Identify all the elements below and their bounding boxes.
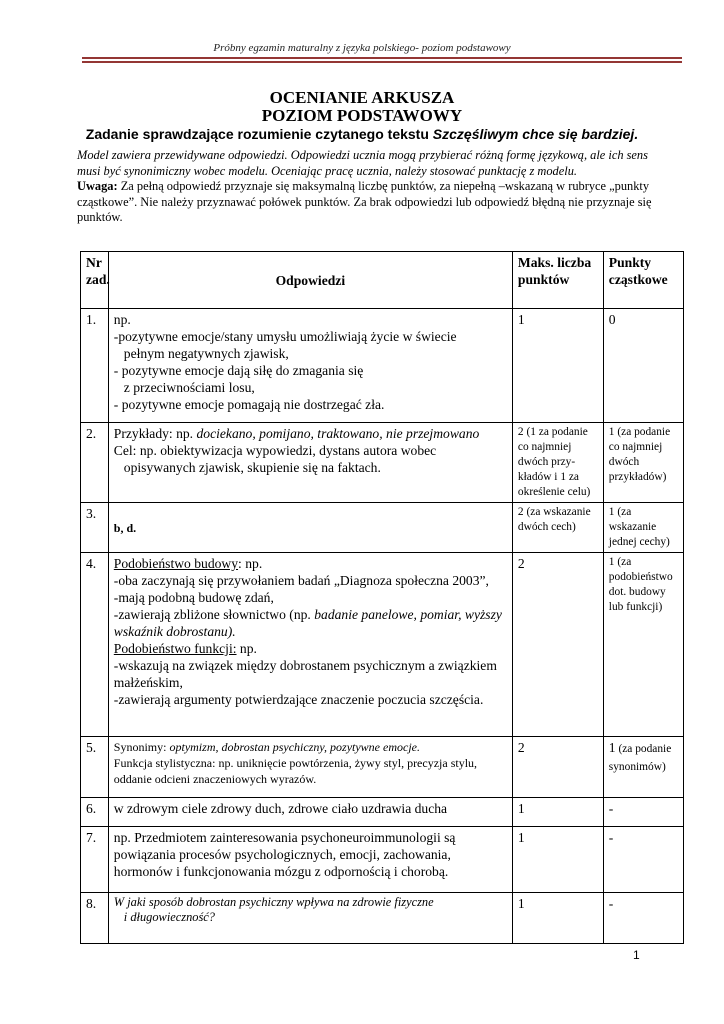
- table-header-row: [81, 252, 684, 309]
- row-partial-points: 1 (za podanie co najmniej dwóch przykładów): [603, 423, 683, 503]
- header-czastkowe: Punkty cząstkowe: [603, 252, 683, 309]
- page-title: POZIOM PODSTAWOWY: [261, 106, 463, 125]
- question-line: W jaki sposób dobrostan psychiczny wpływa na zdrowie fizyczne: [113, 895, 434, 909]
- table-row: [81, 737, 684, 798]
- answer-examples: [114, 425, 507, 442]
- stylistic-function: Funkcja stylistyczna: np. uniknięcie powtórzenia, żywy styl, precyzja stylu, oddanie odcieni znaczeniowych wyrazów.: [113, 756, 478, 786]
- synonyms-italic: optymizm, dobrostan psychiczny, pozytywne emocje.: [169, 740, 420, 754]
- answer-line: pełnym negatywnych zjawisk,: [123, 346, 289, 361]
- subtitle-work-title: Szczęśliwym chce się bardziej.: [432, 126, 639, 142]
- header-rule: [82, 61, 682, 63]
- table-row: [81, 893, 684, 944]
- question-line: i długowieczność?: [123, 910, 215, 924]
- row-answer: np. Przedmiotem zainteresowania psychoneuroimmunologii są powiązania procesów psychologicznych, emocji, zachowania, hormonów i funkcjonowania mózgu z odpornością i chorobą.: [108, 827, 512, 893]
- scoring-table: [80, 251, 684, 944]
- answer-line: -oba zaczynają się przywołaniem badań „Diagnoza społeczna 2003”,: [113, 573, 489, 588]
- row-number: 3.: [81, 503, 109, 553]
- table-row: [81, 827, 684, 893]
- row-max-points: 2 (za wskazanie dwóch cech): [512, 503, 603, 553]
- row-number: 6.: [81, 798, 109, 827]
- row-number: 8.: [81, 893, 109, 944]
- function-suffix: np.: [236, 641, 257, 656]
- row-max-points: 1: [512, 309, 603, 423]
- answer-line: Cel: np. obiektywizacja wypowiedzi, dystans autora wobec: [113, 443, 437, 458]
- answer-line: [114, 606, 507, 640]
- row-number: 1.: [81, 309, 109, 423]
- partial-note: (za podanie synonimów): [608, 743, 672, 773]
- row-max-points: 2: [512, 737, 603, 798]
- row-answer: [108, 503, 512, 553]
- intro: [77, 148, 657, 226]
- row-number: 2.: [81, 423, 109, 503]
- subtitle: [0, 126, 724, 142]
- row-max-points: 1: [512, 893, 603, 944]
- table-row: [81, 423, 684, 503]
- row-answer: [108, 737, 512, 798]
- synonyms-label: Synonimy:: [113, 740, 170, 754]
- table-row: [81, 503, 684, 553]
- row-partial-points: 1 (za wskazanie jednej cechy): [603, 503, 683, 553]
- model-note: Model zawiera przewidywane odpowiedzi. Odpowiedzi ucznia mogą przybierać różną formę językową, ale ich sens musi być synonimiczny wobec modelu. Oceniając pracę ucznia, należy stosować punktację z modelu.: [77, 148, 648, 178]
- header-odpowiedzi: Odpowiedzi: [108, 252, 512, 309]
- uwaga-note: [77, 179, 657, 226]
- answer-line: - pozytywne emocje dają siłę do zmagania się: [113, 363, 364, 378]
- answer-line: -mają podobną budowę zdań,: [113, 590, 274, 605]
- structure-suffix: : np.: [238, 556, 263, 571]
- vocab-prefix: -zawierają zbliżone słownictwo (np.: [113, 607, 315, 622]
- answer-line: z przeciwnościami losu,: [123, 380, 255, 395]
- row-partial-points: 0: [603, 309, 683, 423]
- answer-text: b, d.: [113, 520, 137, 535]
- header-maks: Maks. liczba punktów: [512, 252, 603, 309]
- row-number: 5.: [81, 737, 109, 798]
- row-number: 4.: [81, 553, 109, 737]
- row-answer: [108, 893, 512, 944]
- row-answer: [108, 309, 512, 423]
- header-rule: [82, 57, 682, 59]
- row-answer: [108, 553, 512, 737]
- function-label: Podobieństwo funkcji:: [113, 641, 237, 656]
- answer-line: -wskazują na związek między dobrostanem psychicznym a związkiem małżeńskim,: [113, 658, 497, 690]
- vocab-italic: badanie panelowe, pomiar, wyższy wskaźnik dobrostanu).: [113, 607, 502, 639]
- page-title: OCENIANIE ARKUSZA: [269, 88, 455, 107]
- partial-number: 1: [608, 740, 616, 755]
- structure-label: Podobieństwo budowy: [113, 556, 239, 571]
- examples-italic: dociekano, pomijano, traktowano, nie przejmowano: [196, 426, 480, 441]
- row-max-points: 2: [512, 553, 603, 737]
- uwaga-label: Uwaga:: [77, 179, 118, 193]
- subtitle-prefix: Zadanie sprawdzające rozumienie czytanego tekstu: [85, 126, 433, 142]
- table-row: [81, 309, 684, 423]
- running-header: Próbny egzamin maturalny z języka polskiego- poziom podstawowy: [213, 42, 511, 54]
- answer-line: -zawierają argumenty potwierdzające znaczenie poczucia szczęścia.: [113, 692, 484, 707]
- synonyms-line: [114, 739, 507, 755]
- answer-line: -pozytywne emocje/stany umysłu umożliwiają życie w świecie: [113, 329, 457, 344]
- row-max-points: 1: [512, 827, 603, 893]
- row-answer: [108, 423, 512, 503]
- similarity-structure: [114, 555, 507, 572]
- row-partial-points: 1 (za podobieństwo dot. budowy lub funkcji): [603, 553, 683, 737]
- answer-line: opisywanych zjawisk, skupienie się na faktach.: [123, 460, 381, 475]
- row-max-points: 2 (1 za podanie co najmniej dwóch przy-kładów i 1 za określenie celu): [512, 423, 603, 503]
- table-row: [81, 798, 684, 827]
- header-nr: Nr zad.: [81, 252, 109, 309]
- uwaga-text: Za pełną odpowiedź przyznaje się maksymalną liczbę punktów, za niepełną –wskazaną w rubryce „punkty cząstkowe”. Nie należy przyznawać połówek punktów. Za brak odpowiedzi lub odpowiedź błędną nie przyznaje się punktów.: [77, 179, 652, 224]
- answer-line: np.: [113, 312, 131, 327]
- row-partial-points: [603, 737, 683, 798]
- row-answer: w zdrowym ciele zdrowy duch, zdrowe ciało uzdrawia ducha: [108, 798, 512, 827]
- row-max-points: 1: [512, 798, 603, 827]
- answer-line: - pozytywne emocje pomagają nie dostrzegać zła.: [113, 397, 385, 412]
- similarity-function: [114, 640, 507, 657]
- row-partial-points: -: [603, 798, 683, 827]
- row-partial-points: -: [603, 893, 683, 944]
- row-partial-points: -: [603, 827, 683, 893]
- row-number: 7.: [81, 827, 109, 893]
- table-row: [81, 553, 684, 737]
- examples-label: Przykłady: np.: [113, 426, 197, 441]
- page-number: 1: [633, 948, 640, 962]
